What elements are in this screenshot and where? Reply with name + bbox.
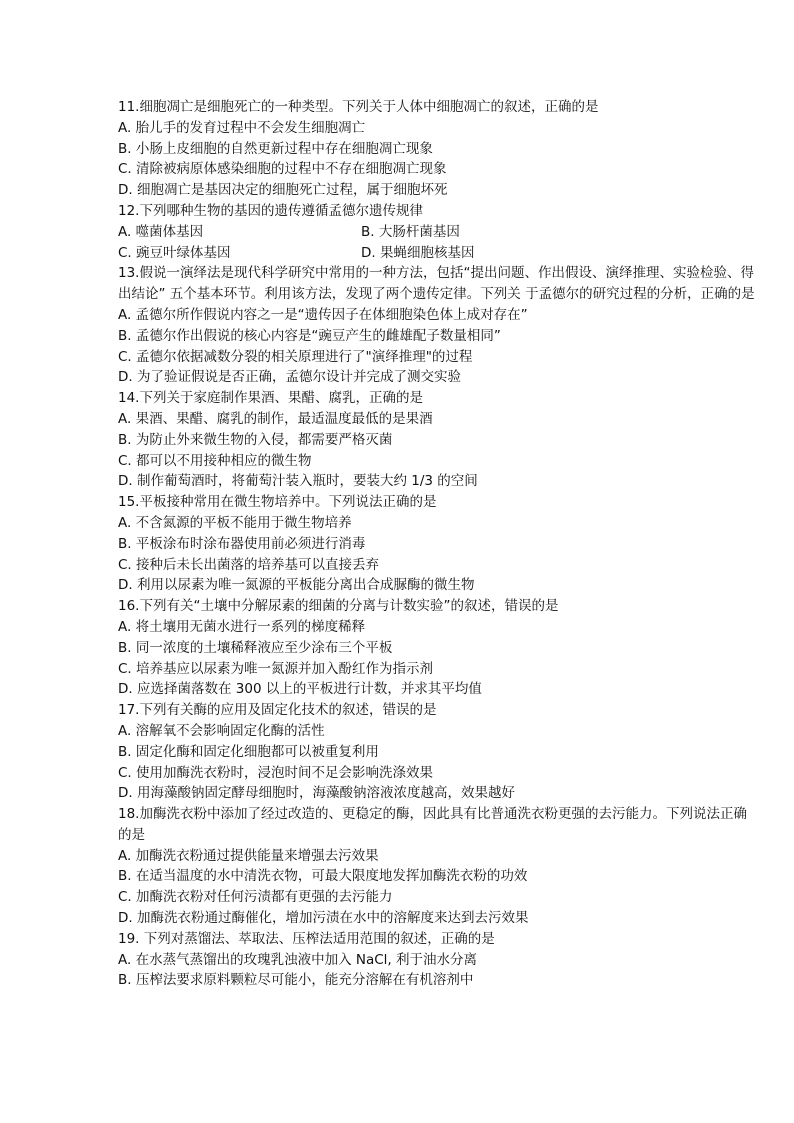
question-15 [118, 492, 758, 596]
option-d: D. 用海藻酸钠固定酵母细胞时，海藻酸钠溶液浓度越高，效果越好 [118, 785, 515, 802]
option-row [118, 243, 758, 264]
option-a: A. 加酶洗衣粉通过提供能量来增强去污效果 [118, 847, 379, 864]
question-stem: 19. 下列对蒸馏法、萃取法、压榨法适用范围的叙述，正确的是 [118, 930, 495, 947]
question-stem: 17.下列有关酶的应用及固定化技术的叙述，错误的是 [118, 702, 437, 719]
option-c: C. 加酶洗衣粉对任何污渍都有更强的去污能力 [118, 889, 393, 906]
option-a: A. 在水蒸气蒸馏出的玫瑰乳浊液中加入 NaCl, 利于油水分离 [118, 951, 478, 968]
option-d: D. 利用以尿素为唯一氮源的平板能分离出合成脲酶的微生物 [118, 577, 475, 594]
option-d: D. 制作葡萄酒时，将葡萄汁装入瓶时，要装大约 1/3 的空间 [118, 473, 478, 490]
question-stem: 18.加酶洗衣粉中添加了经过改造的、更稳定的酶，因此具有比普通洗衣粉更强的去污能力。下列说法正确的是 [118, 806, 747, 843]
option-a: A. 果酒、果醋、腐乳的制作，最适温度最低的是果酒 [118, 410, 433, 427]
question-stem: 11.细胞凋亡是细胞死亡的一种类型。下列关于人体中细胞凋亡的叙述，正确的是 [118, 99, 599, 115]
question-12 [118, 201, 758, 263]
option-d: D. 细胞凋亡是基因决定的细胞死亡过程，属于细胞坏死 [118, 182, 448, 199]
option-c: C. 使用加酶洗衣粉时，浸泡时间不足会影响洗涤效果 [118, 764, 434, 781]
option-b: B. 同一浓度的土壤稀释液应至少涂布三个平板 [118, 639, 393, 656]
option-b: B. 为防止外来微生物的入侵，都需要严格灭菌 [118, 431, 393, 448]
question-16 [118, 596, 758, 700]
option-c: C. 培养基应以尿素为唯一氮源并加入酚红作为指示剂 [118, 660, 434, 677]
option-a: A. 将土壤用无菌水进行一系列的梯度稀释 [118, 618, 366, 635]
question-stem: 12.下列哪种生物的基因的遗传遵循孟德尔遗传规律 [118, 202, 423, 219]
option-d: D. 加酶洗衣粉通过酶催化，增加污渍在水中的溶解度来达到去污效果 [118, 910, 529, 927]
question-stem: 15.平板接种常用在微生物培养中。下列说法正确的是 [118, 494, 437, 511]
document-page [118, 97, 758, 991]
option-c: C. 清除被病原体感染细胞的过程中不存在细胞凋亡现象 [118, 161, 447, 178]
option-a: A. 胎儿手的发育过程中不会发生细胞凋亡 [118, 119, 366, 136]
option-b: B. 孟德尔作出假说的核心内容是“豌豆产生的雌雄配子数量相同” [118, 327, 501, 344]
option-c: C. 豌豆叶绿体基因 [118, 244, 231, 261]
option-a: A. 噬菌体基因 [118, 223, 204, 240]
question-11 [118, 97, 758, 201]
question-stem: 16.下列有关“土壤中分解尿素的细菌的分离与计数实验”的叙述，错误的是 [118, 598, 559, 615]
option-b: B. 在适当温度的水中清洗衣物，可最大限度地发挥加酶洗衣粉的功效 [118, 868, 528, 885]
option-b: B. 小肠上皮细胞的自然更新过程中存在细胞凋亡现象 [118, 140, 433, 157]
option-a: A. 孟德尔所作假说内容之一是“遗传因子在体细胞染色体上成对存在” [118, 306, 528, 323]
option-b: B. 大肠杆菌基因 [361, 223, 460, 240]
option-row [118, 222, 758, 243]
question-14 [118, 388, 758, 492]
option-b: B. 平板涂布时涂布器使用前必须进行消毒 [118, 535, 366, 552]
option-a: A. 溶解氧不会影响固定化酶的活性 [118, 722, 325, 739]
question-stem: 13.假说一演绎法是现代科学研究中常用的一种方法，包括“提出问题、作出假设、演绎推理、实验检验、得出结论” 五个基本环节。利用该方法，发现了两个遗传定律。下列关 于孟德尔的研究过程的分析，正确的是 [118, 265, 755, 303]
question-19 [118, 929, 758, 991]
question-17 [118, 700, 758, 804]
option-d: D. 果蝇细胞核基因 [361, 244, 475, 261]
option-a: A. 不含氮源的平板不能用于微生物培养 [118, 514, 352, 531]
option-c: C. 都可以不用接种相应的微生物 [118, 452, 312, 469]
option-d: D. 应选择菌落数在 300 以上的平板进行计数，并求其平均值 [118, 681, 482, 698]
question-stem: 14.下列关于家庭制作果酒、果醋、腐乳，正确的是 [118, 390, 423, 407]
option-d: D. 为了验证假说是否正确，孟德尔设计并完成了测交实验 [118, 369, 461, 386]
option-b: B. 固定化酶和固定化细胞都可以被重复利用 [118, 743, 379, 760]
question-18 [118, 804, 758, 929]
question-13 [118, 263, 758, 388]
option-c: C. 接种后未长出菌落的培养基可以直接丢弃 [118, 556, 380, 573]
option-c: C. 孟德尔依据减数分裂的相关原理进行了"演绎推理"的过程 [118, 348, 473, 365]
option-b: B. 压榨法要求原料颗粒尽可能小，能充分溶解在有机溶剂中 [118, 972, 474, 989]
